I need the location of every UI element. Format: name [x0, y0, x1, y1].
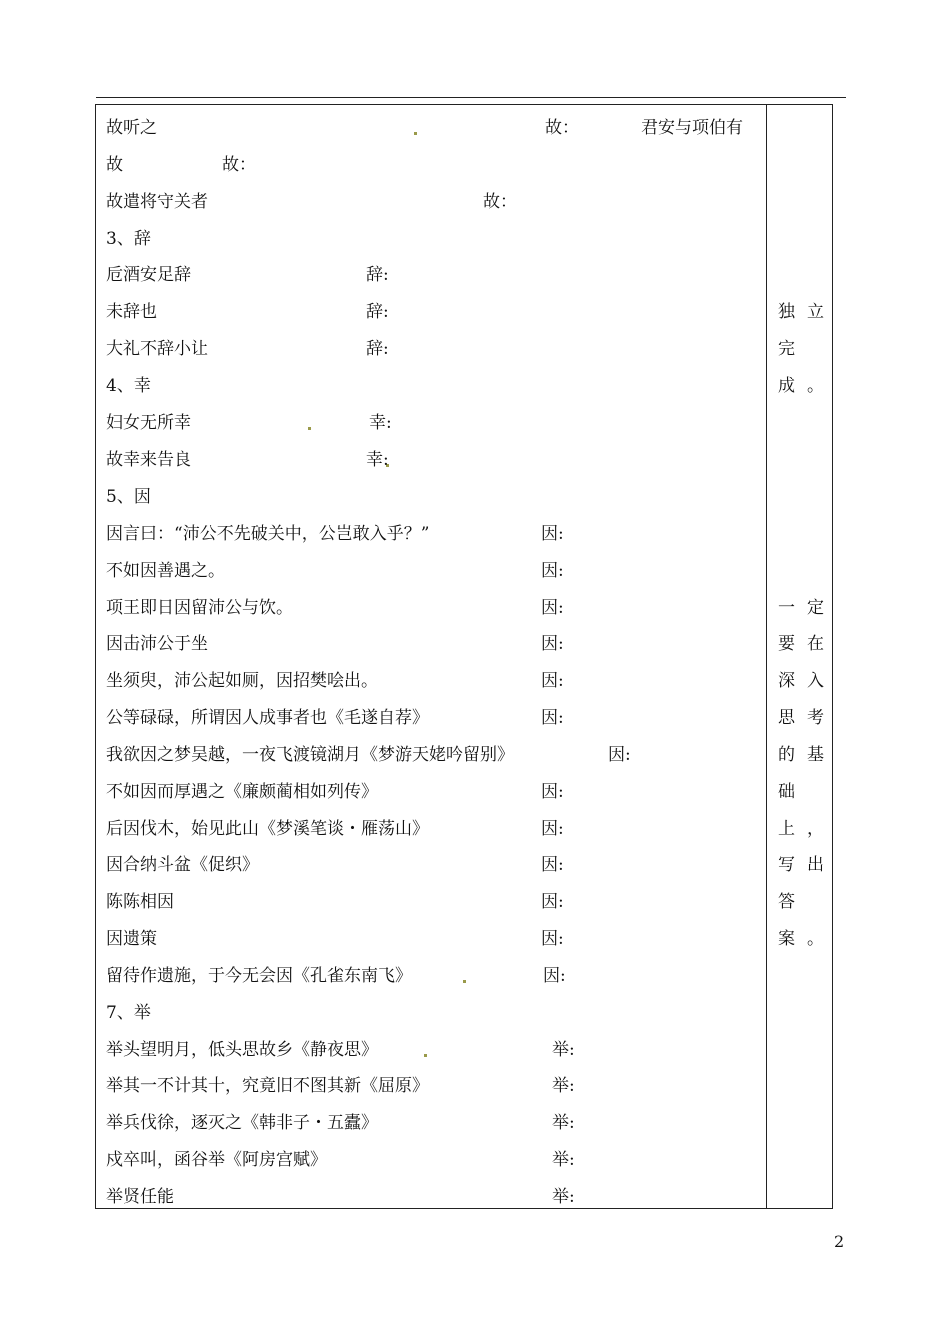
row-key: 举:	[552, 1150, 575, 1170]
page-number: 2	[834, 1232, 845, 1251]
side-note-line: 要在	[778, 634, 836, 654]
side-note-line: 上，	[778, 819, 836, 839]
side-note-line: 思考	[778, 708, 836, 728]
row-key: 故：	[545, 118, 579, 138]
row-text: 不如因而厚遇之《廉颇蔺相如列传》	[106, 782, 378, 802]
side-note-line: 完	[778, 339, 807, 359]
row-text: 未辞也	[106, 302, 157, 322]
row-key: 举:	[552, 1187, 575, 1207]
row-text: 大礼不辞小让	[106, 339, 208, 359]
row-key: 因:	[608, 745, 631, 765]
row-text: 举贤任能	[106, 1187, 174, 1207]
side-note-line: 的基	[778, 745, 836, 765]
row-key: 因:	[541, 671, 564, 691]
row-key: 因:	[541, 524, 564, 544]
blank-mark	[414, 132, 417, 135]
row-text: 因击沛公于坐	[106, 634, 208, 654]
row-key: 因:	[541, 782, 564, 802]
row-text: 妇女无所幸	[106, 413, 191, 433]
side-note-line: 案。	[778, 929, 836, 949]
row-text: 举兵伐徐，逐灭之《韩非子・五蠹》	[106, 1113, 378, 1133]
row-extra: 君安与项伯有	[641, 118, 743, 138]
row-text: 我欲因之梦吴越，一夜飞渡镜湖月《梦游天姥吟留别》	[106, 745, 514, 765]
row-key: 幸:	[369, 413, 392, 433]
row-key: 因:	[541, 892, 564, 912]
row-key: 因:	[541, 561, 564, 581]
row-key: 举:	[552, 1076, 575, 1096]
row-key: 举:	[552, 1113, 575, 1133]
blank-mark	[308, 427, 311, 430]
side-note-line: 成。	[778, 376, 836, 396]
row-key: 因:	[541, 855, 564, 875]
row-text: 因言曰：“沛公不先破关中，公岂敢入乎？”	[106, 524, 430, 544]
row-key: 故：	[222, 155, 256, 175]
row-text: 举头望明月，低头思故乡《静夜思》	[106, 1040, 378, 1060]
row-text: 戍卒叫，函谷举《阿房宫赋》	[106, 1150, 327, 1170]
section-heading: 4、幸	[106, 376, 151, 396]
row-text: 项王即日因留沛公与饮。	[106, 598, 293, 618]
row-text: 故幸来告良	[106, 450, 191, 470]
row-text: 留待作遗施，于今无会因《孔雀东南飞》	[106, 966, 412, 986]
row-text: 举其一不计其十，究竟旧不图其新《屈原》	[106, 1076, 429, 1096]
side-note-line: 础	[778, 782, 807, 802]
section-heading: 7、举	[106, 1003, 151, 1023]
row-text: 故遣将守关者	[106, 192, 208, 212]
row-key: 故：	[483, 192, 517, 212]
row-key: 因:	[541, 634, 564, 654]
section-heading: 3、辞	[106, 229, 151, 249]
row-text: 因遗策	[106, 929, 157, 949]
row-key: 辞:	[366, 339, 389, 359]
side-note-line: 深入	[778, 671, 836, 691]
row-key: 因:	[541, 819, 564, 839]
row-key: 辞:	[366, 302, 389, 322]
top-rule	[96, 97, 846, 98]
row-text: 不如因善遇之。	[106, 561, 225, 581]
row-key: 因:	[541, 598, 564, 618]
column-divider	[766, 104, 767, 1209]
row-key: 辞:	[366, 265, 389, 285]
row-text: 陈陈相因	[106, 892, 174, 912]
row-key: 因:	[541, 708, 564, 728]
side-note-line: 写出	[778, 855, 836, 875]
row-key: 幸:	[366, 450, 389, 470]
row-key: 因:	[543, 966, 566, 986]
row-text: 后因伐木，始见此山《梦溪笔谈・雁荡山》	[106, 819, 429, 839]
row-text: 故	[106, 155, 123, 175]
row-text: 卮酒安足辞	[106, 265, 191, 285]
row-text: 因合纳斗盆《促织》	[106, 855, 259, 875]
row-text: 故听之	[106, 118, 157, 138]
section-heading: 5、因	[106, 487, 151, 507]
side-note-line: 独立	[778, 302, 836, 322]
row-text: 公等碌碌，所谓因人成事者也《毛遂自荐》	[106, 708, 429, 728]
row-key: 举:	[552, 1040, 575, 1060]
blank-mark	[463, 980, 466, 983]
row-text: 坐须臾，沛公起如厕，因招樊哙出。	[106, 671, 378, 691]
blank-mark	[424, 1054, 427, 1057]
side-note-line: 答	[778, 892, 807, 912]
side-note-line: 一定	[778, 598, 836, 618]
row-key: 因:	[541, 929, 564, 949]
